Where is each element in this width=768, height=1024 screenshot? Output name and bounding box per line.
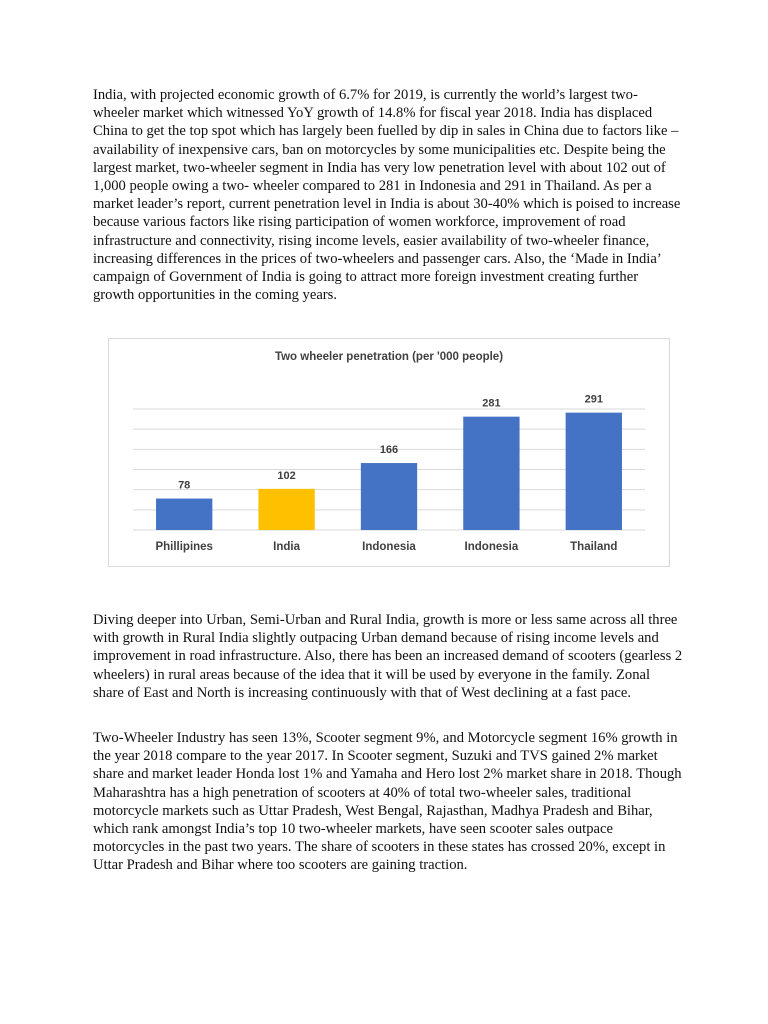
data-label: 78 [178, 479, 191, 492]
bar-thailand-4 [566, 413, 622, 530]
data-label: 166 [379, 444, 399, 457]
bar-indonesia-2 [361, 463, 417, 530]
data-label: 102 [277, 469, 296, 482]
x-tick-label: Indonesia [362, 541, 416, 553]
bar-phillipines-0 [156, 499, 212, 530]
chart-svg [109, 339, 669, 566]
data-label: 291 [584, 393, 603, 406]
bar-indonesia-3 [463, 417, 519, 530]
chart-bars [156, 413, 622, 530]
x-tick-label: India [273, 541, 301, 553]
bar-india-1 [258, 489, 314, 530]
paragraph-industry-growth: Two-Wheeler Industry has seen 13%, Scooter segment 9%, and Motorcycle segment 16% growth in the year 2018 compare to the year 2017. In Scooter segment, Suzuki and TVS gained 2% market share and market leader Honda lost 1% and Yamaha and Hero lost 2% market share in 2018. Though Maharashtra has a high penetration of scooters at 40% of total two-wheeler sales, traditional motorcycle markets such as Uttar Pradesh, West Bengal, Rajasthan, Madhya Pradesh and Bihar, which rank amongst India’s top 10 two-wheeler markets, have seen scooter sales outpace motorcycles in the past two years. The share of scooters in these states has crossed 20%, except in Uttar Pradesh and Bihar where too scooters are gaining traction. [93, 730, 682, 874]
paragraph-intro: India, with projected economic growth of 6.7% for 2019, is currently the world’s largest two-wheeler market which witnessed YoY growth of 14.8% for fiscal year 2018. India has displaced China to get the top spot which has largely been fuelled by dip in sales in China due to factors like – availability of inexpensive cars, ban on motorcycles by some municipalities etc. Despite being the largest market, two-wheeler segment in India has very low penetration level with about 102 out of 1,000 people owing a two- wheeler compared to 281 in Indonesia and 291 in Thailand. As per a market leader’s report, current penetration level in India is about 30-40% which is poised to increase because various factors like rising participation of women workforce, improvement of road infrastructure and connectivity, rising income levels, easier availability of two-wheeler finance, increasing differences in the prices of two-wheelers and passenger cars. Also, the ‘Made in India’ campaign of Government of India is going to attract more foreign investment creating further growth opportunities in the coming years. [93, 87, 681, 304]
chart-x-axis-labels [155, 541, 617, 553]
x-tick-label: Thailand [570, 541, 618, 553]
chart-title: Two wheeler penetration (per '000 people) [274, 351, 504, 363]
data-label: 281 [482, 397, 501, 410]
x-tick-label: Indonesia [464, 541, 519, 553]
paragraph-urban-rural: Diving deeper into Urban, Semi-Urban and Rural India, growth is more or less same across all three with growth in Rural India slightly outpacing Urban demand because of rising income levels and improvement in road infrastructure. Also, there has been an increased demand of scooters (gearless 2 wheelers) in rural areas because of the idea that it will be used by everyone in the family. Zonal share of East and North is increasing continuously with that of West declining at a fast pace. [93, 612, 683, 701]
x-tick-label: Phillipines [155, 541, 213, 553]
penetration-bar-chart [108, 338, 670, 567]
